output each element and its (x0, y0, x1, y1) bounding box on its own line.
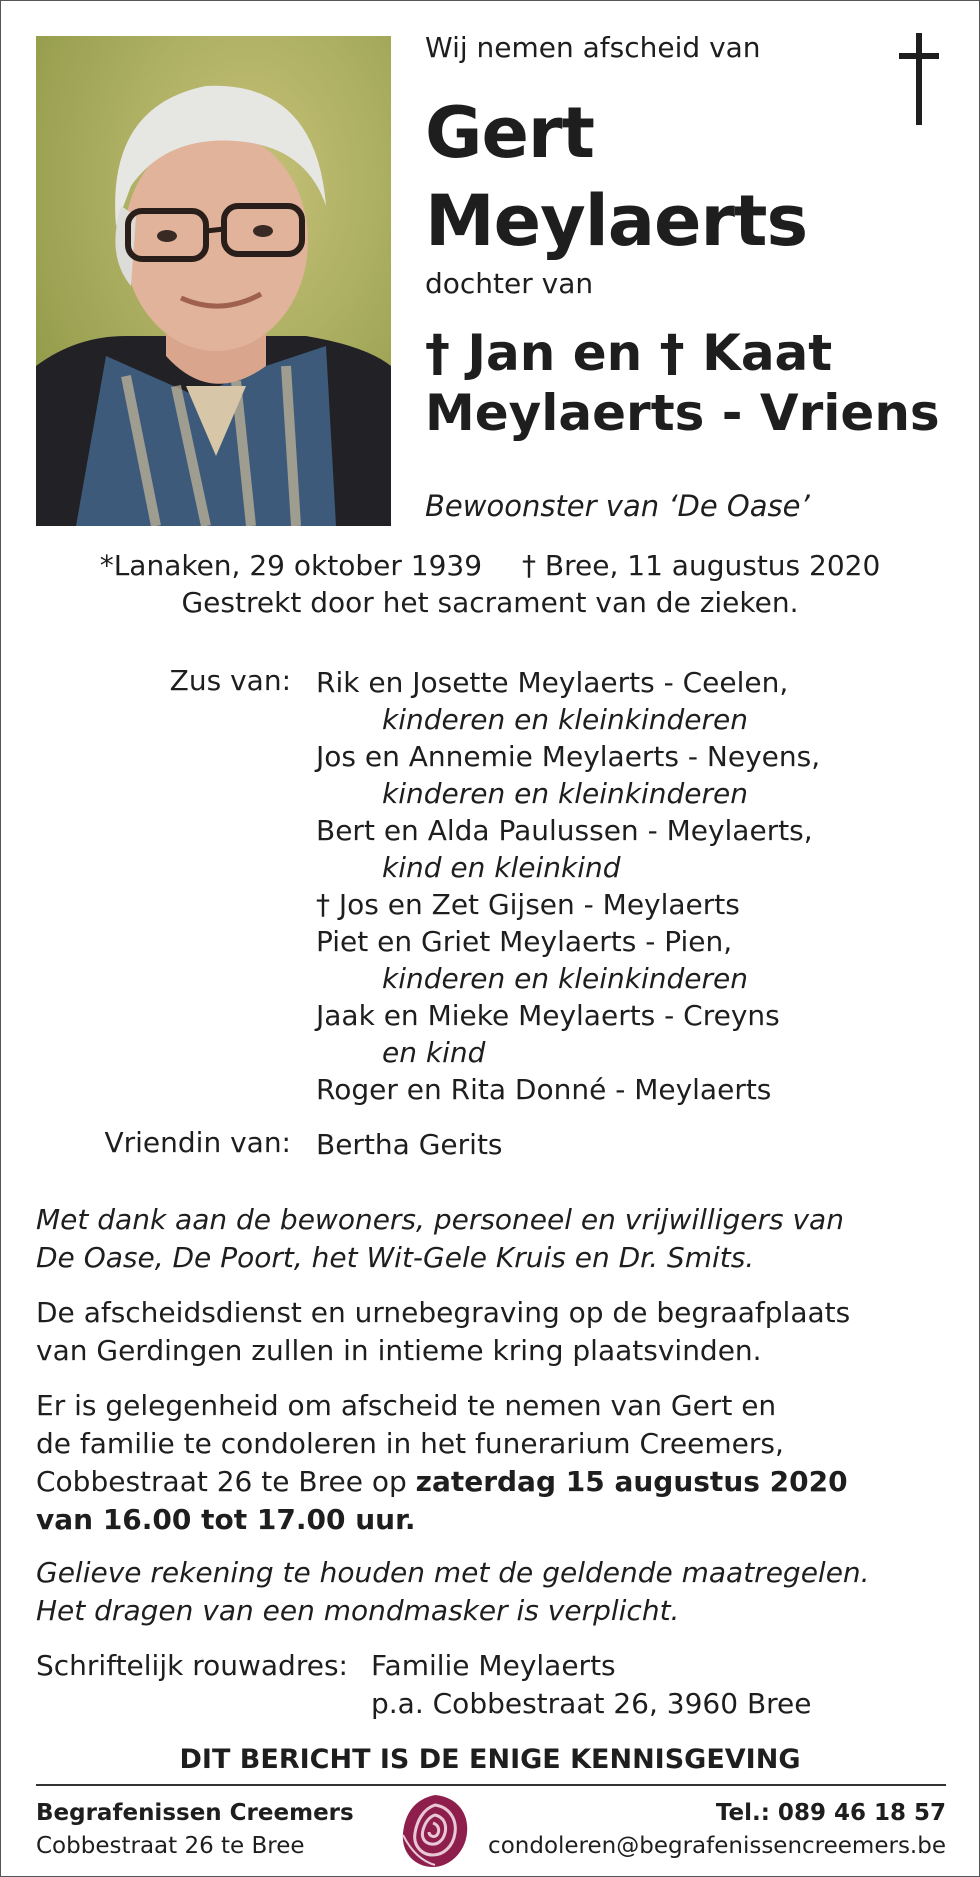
sibling-line: Rik en Josette Meylaerts - Ceelen, (316, 666, 789, 699)
email-address[interactable]: condoleren@begrafenissencreemers.be (488, 1833, 946, 1859)
deceased-first-name: Gert (425, 92, 594, 174)
residence-text: Bewoonster van ‘De Oase’ (425, 489, 810, 523)
sibling-line: kinderen en kleinkinderen (382, 777, 748, 810)
thanks-line: De Oase, De Poort, het Wit-Gele Kruis en Dr. Smits. (36, 1241, 755, 1274)
measures-line: Gelieve rekening te houden met de geldende maatregelen. (36, 1556, 870, 1589)
sibling-line: Piet en Griet Meylaerts - Pien, (316, 925, 733, 958)
address-street: p.a. Cobbestraat 26, 3960 Bree (371, 1687, 812, 1720)
sibling-line: kinderen en kleinkinderen (382, 962, 748, 995)
intro-text: Wij nemen afscheid van (425, 31, 761, 64)
thanks-paragraph (36, 1201, 844, 1277)
sibling-line: kinderen en kleinkinderen (382, 703, 748, 736)
portrait-photo (36, 36, 391, 526)
address-label: Schriftelijk rouwadres: (36, 1649, 348, 1682)
phone-number: Tel.: 089 46 18 57 (715, 1800, 946, 1826)
sacrament-text: Gestrekt door het sacrament van de zieken. (181, 586, 799, 619)
sibling-line: kind en kleinkind (382, 851, 621, 884)
cross-icon (897, 31, 941, 127)
company-address: Cobbestraat 26 te Bree (36, 1833, 305, 1859)
dates-block (1, 547, 979, 621)
measures-line: Het dragen van een mondmasker is verplicht. (36, 1594, 680, 1627)
service-paragraph (36, 1294, 850, 1370)
sibling-line: en kind (382, 1036, 486, 1069)
visitation-address: Cobbestraat 26 te Bree op (36, 1465, 416, 1498)
address-name: Familie Meylaerts (371, 1649, 616, 1682)
measures-paragraph (36, 1554, 870, 1630)
visitation-line (36, 1463, 848, 1501)
visitation-date: zaterdag 15 augustus 2020 (415, 1465, 848, 1498)
company-name: Begrafenissen Creemers (36, 1800, 354, 1826)
divider (36, 1784, 946, 1786)
visitation-time: van 16.00 tot 17.00 uur. (36, 1503, 416, 1536)
company-block (36, 1797, 354, 1863)
sibling-line: Jos en Annemie Meylaerts - Neyens, (316, 740, 821, 773)
sibling-line: Bert en Alda Paulussen - Meylaerts, (316, 814, 813, 847)
rose-logo-icon (397, 1791, 473, 1871)
sole-notice: DIT BERICHT IS DE ENIGE KENNISGEVING (179, 1744, 801, 1775)
friend-label: Vriendin van: (104, 1126, 291, 1159)
deceased-name (425, 89, 807, 265)
sibling-line: Roger en Rita Donné - Meylaerts (316, 1073, 772, 1106)
visitation-line: Er is gelegenheid om afscheid te nemen van Gert en (36, 1389, 777, 1422)
deceased-last-name: Meylaerts (425, 180, 808, 262)
sister-label: Zus van: (169, 664, 291, 697)
birth-date: *Lanaken, 29 oktober 1939 (99, 549, 483, 582)
visitation-paragraph (36, 1387, 848, 1539)
friend-name: Bertha Gerits (316, 1128, 503, 1161)
visitation-line: de familie te condoleren in het funerarium Creemers, (36, 1427, 784, 1460)
contact-block (488, 1797, 946, 1863)
service-line: van Gerdingen zullen in intieme kring plaatsvinden. (36, 1334, 762, 1367)
parents-names (425, 323, 940, 443)
sibling-line: † Jos en Zet Gijsen - Meylaerts (316, 888, 740, 921)
thanks-line: Met dank aan de bewoners, personeel en vrijwilligers van (36, 1203, 844, 1236)
parents-line-1: † Jan en † Kaat (425, 324, 833, 382)
sibling-line: Jaak en Mieke Meylaerts - Creyns (316, 999, 780, 1032)
death-date: † Bree, 11 augustus 2020 (522, 549, 881, 582)
parents-line-2: Meylaerts - Vriens (425, 384, 940, 442)
relation-text: dochter van (425, 267, 594, 300)
service-line: De afscheidsdienst en urnebegraving op de begraafplaats (36, 1296, 851, 1329)
